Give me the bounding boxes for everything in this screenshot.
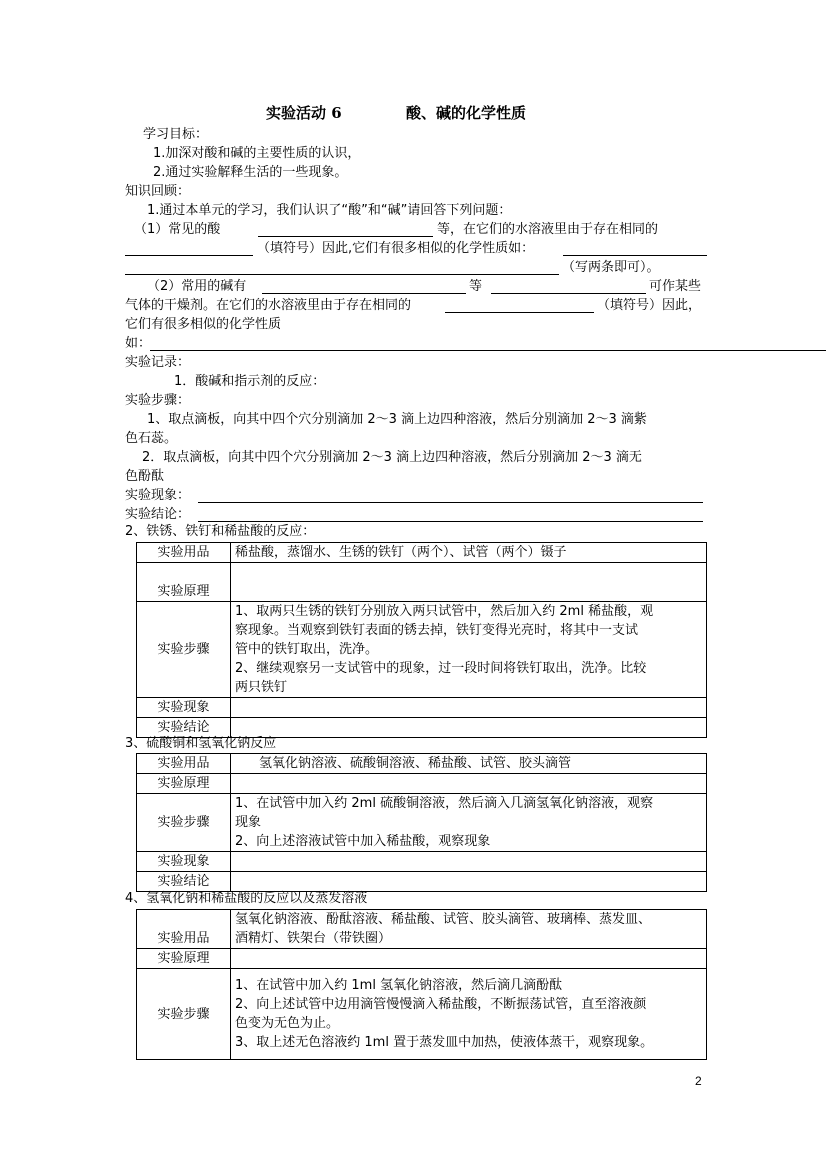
- blank-acid-properties-2[interactable]: [125, 274, 559, 275]
- table-row: [137, 543, 707, 563]
- base-line-b: 等: [469, 279, 483, 294]
- step-1-line-b: 色石蕊。: [125, 431, 178, 446]
- base-line-e: （填符号）因此，: [597, 298, 702, 313]
- section-3-table: [136, 753, 707, 892]
- table-row: [137, 794, 707, 852]
- acid-line-c: （填符号）因此,它们有很多相似的化学性质如：: [257, 241, 535, 256]
- step-2-line-a: 2．取点滴板，向其中四个穴分别滴加 2～3 滴上边四种溶液，然后分别滴加 2～3 滴无: [142, 450, 642, 465]
- acid-line-d: （写两条即可）。: [562, 260, 660, 275]
- row-label: 实验用品: [137, 910, 231, 949]
- table-row: [137, 698, 707, 718]
- row-content: 氢氧化钠溶液、酚酞溶液、稀盐酸、试管、胶头滴管、玻璃棒、蒸发皿、 酒精灯、铁架台（带铁圈）: [231, 910, 707, 949]
- section-2-heading: 2、铁锈、铁钉和稀盐酸的反应：: [125, 524, 316, 539]
- row-label: 实验现象: [137, 852, 231, 872]
- row-content[interactable]: [231, 774, 707, 794]
- table-row: [137, 563, 707, 602]
- blank-common-bases-1[interactable]: [262, 293, 466, 294]
- row-label: 实验原理: [137, 563, 231, 602]
- section-4-table: [136, 909, 707, 1060]
- table-row: [137, 949, 707, 969]
- blank-acid-properties-1[interactable]: [563, 255, 707, 256]
- row-content[interactable]: [231, 872, 707, 892]
- row-content: 1、在试管中加入约 1ml 氢氧化钠溶液，然后滴几滴酚酞 2、向上述试管中边用滴管慢慢滴入稀盐酸，不断振荡试管，直至溶液颜 色变为无色为止。 3、取上述无色溶液约 1ml 置于蒸发皿中加热，使液体蒸干，观察现象。: [231, 969, 707, 1060]
- base-line-d: 气体的干燥剂。在它们的水溶液里由于存在相同的: [125, 298, 412, 313]
- row-label: 实验结论: [137, 872, 231, 892]
- steps-heading: 实验步骤：: [125, 393, 191, 408]
- conclusion-label: 实验结论：: [125, 507, 191, 522]
- table-row: [137, 754, 707, 774]
- blank-base-ion[interactable]: [445, 312, 594, 313]
- row-label: 实验用品: [137, 754, 231, 774]
- blank-common-bases-2[interactable]: [491, 293, 646, 294]
- title-activity: 实验活动 6: [266, 104, 342, 122]
- table-row: [137, 602, 707, 698]
- goals-heading: 学习目标：: [143, 127, 209, 142]
- acid-line-a: （1）常见的酸: [134, 222, 221, 237]
- row-label: 实验步骤: [137, 969, 231, 1060]
- row-content[interactable]: [231, 949, 707, 969]
- step-1-line-a: 1、取点滴板，向其中四个穴分别滴加 2～3 滴上边四种溶液，然后分别滴加 2～3 滴紫: [147, 412, 647, 427]
- table-row: [137, 969, 707, 1060]
- table-row: [137, 910, 707, 949]
- phenomenon-label: 实验现象：: [125, 488, 191, 503]
- page-title: [266, 104, 342, 122]
- row-label: 实验原理: [137, 949, 231, 969]
- table-row: [137, 852, 707, 872]
- row-content[interactable]: [231, 563, 707, 602]
- blank-common-acids[interactable]: [258, 236, 433, 237]
- base-line-f: 它们有很多相似的化学性质: [125, 317, 282, 332]
- row-label: 实验现象: [137, 698, 231, 718]
- table-row: [137, 872, 707, 892]
- step-2-line-b: 色酚酞: [125, 469, 165, 484]
- row-content[interactable]: [231, 852, 707, 872]
- acid-line-b: 等，在它们的水溶液里由于存在相同的: [437, 222, 659, 237]
- row-label: 实验用品: [137, 543, 231, 563]
- record-heading: 实验记录：: [125, 355, 191, 370]
- row-content: 1、取两只生锈的铁钉分别放入两只试管中，然后加入约 2ml 稀盐酸，观 察现象。当观察到铁钉表面的锈去掉，铁钉变得光亮时，将其中一支试 管中的铁钉取出，洗净。 2、继续观察另一支试管中的现象，过一段时间将铁钉取出，洗净。比较 两只铁钉: [231, 602, 707, 698]
- goal-item-2: 2.通过实验解释生活的一些现象。: [153, 165, 348, 180]
- blank-phenomenon[interactable]: [198, 502, 703, 503]
- page-number: 2: [695, 1074, 702, 1088]
- row-content: 稀盐酸，蒸馏水、生锈的铁钉（两个）、试管（两个）镊子: [231, 543, 707, 563]
- section-3-heading: 3、硫酸铜和氢氧化钠反应: [125, 736, 277, 751]
- row-content: 1、在试管中加入约 2ml 硫酸铜溶液，然后滴入几滴氢氧化钠溶液，观察 现象 2、向上述溶液试管中加入稀盐酸，观察现象: [231, 794, 707, 852]
- table-row: [137, 774, 707, 794]
- row-label: 实验步骤: [137, 794, 231, 852]
- blank-base-properties[interactable]: [150, 350, 826, 351]
- row-content: 氢氧化钠溶液、硫酸铜溶液、稀盐酸、试管、胶头滴管: [231, 754, 707, 774]
- blank-acid-ion[interactable]: [125, 255, 253, 256]
- base-line-g: 如：: [125, 336, 152, 351]
- section-1-heading: 1．酸碱和指示剂的反应：: [174, 374, 326, 389]
- row-label: 实验原理: [137, 774, 231, 794]
- row-label: 实验步骤: [137, 602, 231, 698]
- row-content[interactable]: [231, 718, 707, 738]
- review-heading: 知识回顾：: [125, 184, 191, 199]
- section-4-heading: 4、氢氧化钠和稀盐酸的反应以及蒸发溶液: [125, 891, 368, 906]
- section-2-table: [136, 542, 707, 738]
- blank-conclusion[interactable]: [198, 521, 703, 522]
- row-label: 实验结论: [137, 718, 231, 738]
- base-line-c: 可作某些: [649, 279, 702, 294]
- review-question-1: 1.通过本单元的学习，我们认识了“酸”和“碱”请回答下列问题：: [147, 203, 512, 218]
- row-content[interactable]: [231, 698, 707, 718]
- goal-item-1: 1.加深对酸和碱的主要性质的认识，: [153, 146, 361, 161]
- page-title-topic: 酸、碱的化学性质: [406, 104, 527, 122]
- base-line-a: （2）常用的碱有: [147, 279, 247, 294]
